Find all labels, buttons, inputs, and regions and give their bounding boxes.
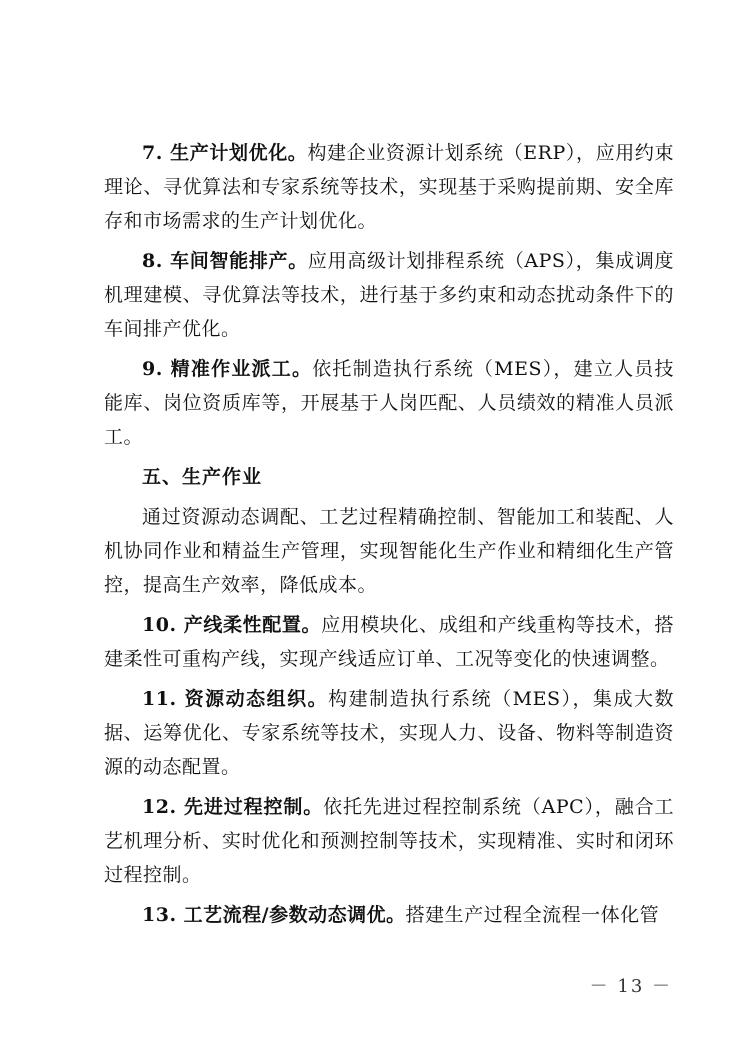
paragraph-11: [104, 682, 674, 784]
paragraph-8-body: 应用高级计划排程系统（APS），集成调度机理建模、寻优算法等技术，进行基于多约束和动态扰动条件下的车间排产优化。: [104, 250, 674, 340]
paragraph-9-body: 依托制造执行系统（MES），建立人员技能库、岗位资质库等，开展基于人岗匹配、人员绩效的精准人员派工。: [104, 358, 674, 448]
paragraph-7-lead: 7. 生产计划优化。: [142, 142, 308, 164]
paragraph-11-body: 构建制造执行系统（MES），集成大数据、运筹优化、专家系统等技术，实现人力、设备、物料等制造资源的动态配置。: [104, 688, 675, 778]
section-heading: 五、生产作业: [142, 466, 263, 488]
paragraph-8: [104, 244, 674, 346]
paragraph-13-lead: 13. 工艺流程/参数动态调优。: [142, 904, 406, 926]
paragraph-9-lead: 9. 精准作业派工。: [142, 358, 313, 380]
paragraph-9: [104, 352, 674, 454]
paragraph-10-body: 应用模块化、成组和产线重构等技术，搭建柔性可重构产线，实现产线适应订单、工况等变化的快速调整。: [104, 614, 674, 670]
paragraph-12-lead: 12. 先进过程控制。: [142, 796, 324, 818]
paragraph-12: [104, 790, 674, 892]
paragraph-10: [104, 608, 674, 676]
page-number: － 13 －: [589, 976, 672, 997]
paragraph-13: [104, 898, 674, 932]
paragraph-13-body: 搭建生产过程全流程一体化管: [405, 904, 660, 926]
paragraph-12-body: 依托先进过程控制系统（APC），融合工艺机理分析、实时优化和预测控制等技术，实现精准、实时和闭环过程控制。: [104, 796, 675, 886]
paragraph-8-lead: 8. 车间智能排产。: [142, 250, 308, 272]
paragraph-7-body: 构建企业资源计划系统（ERP），应用约束理论、寻优算法和专家系统等技术，实现基于采购提前期、安全库存和市场需求的生产计划优化。: [104, 142, 674, 232]
section-intro: 通过资源动态调配、工艺过程精确控制、智能加工和装配、人机协同作业和精益生产管理，实现智能化生产作业和精细化生产管控，提高生产效率，降低成本。: [104, 506, 674, 596]
paragraph-11-lead: 11. 资源动态组织。: [142, 688, 329, 710]
paragraph-10-lead: 10. 产线柔性配置。: [142, 614, 322, 636]
paragraph-7: [104, 136, 674, 238]
document-body: [104, 136, 674, 938]
